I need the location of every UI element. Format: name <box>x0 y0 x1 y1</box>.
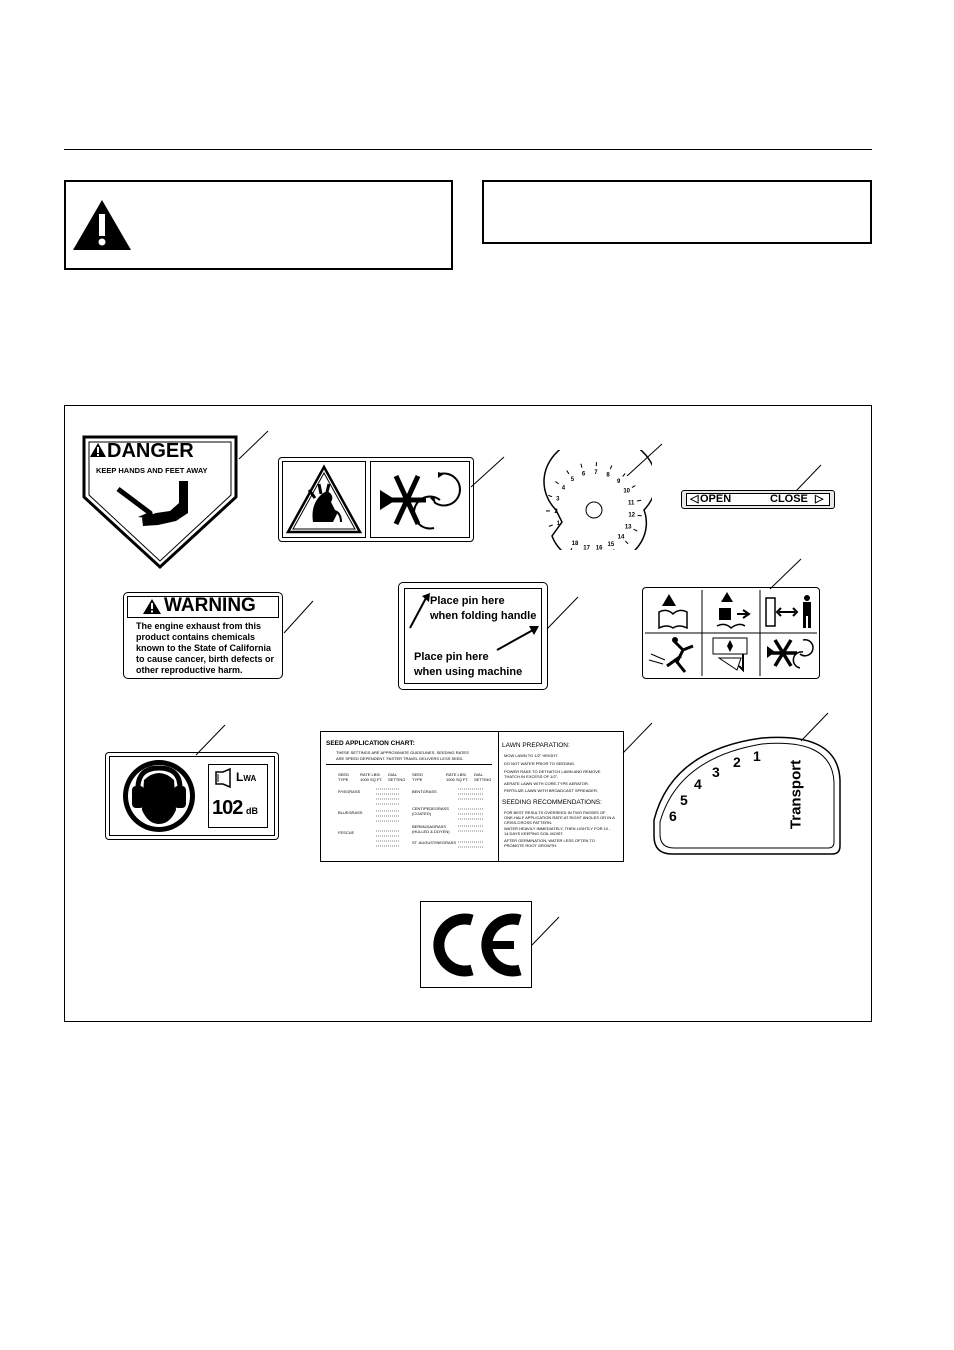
sound-power-icon <box>213 768 235 788</box>
leader-line <box>531 916 561 946</box>
transport-num-1: 1 <box>753 748 761 764</box>
seeding-title: SEEDING RECOMMENDATIONS: <box>502 799 602 806</box>
leader-line <box>470 456 506 488</box>
seed-chart-title: SEED APPLICATION CHART: <box>326 740 415 747</box>
dial-number: 6 <box>581 471 586 478</box>
seed-header-4: SEED TYPE <box>412 772 423 782</box>
warning-triangle-icon <box>142 598 162 615</box>
warning-line-3: known to the State of California <box>136 643 272 653</box>
dial-number: 4 <box>561 485 566 492</box>
transport-word: Transport <box>787 759 805 830</box>
transport-num-5: 5 <box>680 792 688 808</box>
warning-triangle-icon <box>71 198 133 252</box>
leader-line <box>795 464 823 492</box>
dial-tick <box>549 525 553 526</box>
dial-number: 15 <box>607 542 615 548</box>
lawn-title: LAWN PREPARATION: <box>502 742 570 749</box>
seed-header-3: DIAL SETTING <box>388 772 406 782</box>
close-label: CLOSE <box>770 493 808 505</box>
leader-line <box>195 724 227 756</box>
seed-chart-intro-1: THESE SETTINGS ARE APPROXIMATE GUIDELINES, SEEDING RATES <box>336 750 469 755</box>
open-label: OPEN <box>700 493 732 505</box>
dial-number: 8 <box>606 472 610 479</box>
dial-number: 2 <box>554 508 558 515</box>
dial-number: 1 <box>556 521 560 527</box>
seeding-item-2: WATER HEAVILY IMMEDIATELY, THEN LIGHTLY FOR 10 - 14 DAYS KEEPING SOIL MOIST. <box>504 826 611 836</box>
seed-header-1: SEED TYPE <box>338 772 349 782</box>
seed-type-right-4: ST. AUGUSTINEGRASS <box>412 840 457 845</box>
ce-mark-icon <box>428 910 524 980</box>
dial-number: 3 <box>556 496 560 503</box>
transport-num-2: 2 <box>733 754 741 770</box>
dial-number: 17 <box>583 545 590 550</box>
pin-bottom-line-1: Place pin here <box>414 651 489 663</box>
warning-callout <box>64 180 453 270</box>
seed-type-right-2: CENTIPEDEGRASS (COATED) <box>412 806 449 816</box>
safety-icons-grid <box>645 590 817 676</box>
danger-title: DANGER <box>107 440 194 462</box>
leader-line <box>800 712 830 742</box>
noise-lwa-label: LWA <box>236 770 257 784</box>
close-arrow-icon: ▷ <box>815 493 824 505</box>
rotating-blades-icon <box>374 466 468 534</box>
warning-line-1: The engine exhaust from this <box>136 621 262 631</box>
dial-number: 13 <box>624 524 632 531</box>
leader-line <box>626 443 664 477</box>
leader-line <box>622 722 654 754</box>
dial-number: 7 <box>594 470 598 477</box>
lawn-item-5: FERTILIZE LAWN WITH BROADCAST SPREADER. <box>504 788 598 793</box>
dial-number: 14 <box>617 534 625 541</box>
dial-number: 5 <box>570 476 575 483</box>
leader-line <box>769 558 803 590</box>
leader-line <box>283 600 315 634</box>
seed-chart-rule <box>326 764 492 765</box>
seed-header-5: RATE LBS/ 1000 SQ.FT. <box>446 772 469 782</box>
seed-chart-divider <box>498 732 499 861</box>
warning-title: WARNING <box>164 595 256 616</box>
lawn-item-2: DO NOT WATER PRIOR TO SEEDING. <box>504 761 576 766</box>
seed-type-right-3: BERMUDAGRASS (HULLED & DOYEN) <box>412 824 450 834</box>
dial-number: 11 <box>628 500 635 507</box>
dial-number: 10 <box>623 488 631 495</box>
lawn-item-4: AERATE LAWN WITH CORE-TYPE AERATOR. <box>504 781 589 786</box>
dial-number: 12 <box>628 512 636 519</box>
seed-type-left-2: BLUEGRASS <box>338 810 363 815</box>
dial-number: 18 <box>571 540 579 547</box>
dial-tick <box>638 515 642 516</box>
transport-num-3: 3 <box>712 764 720 780</box>
lawn-item-1: MOW LAWN TO 1/2" HEIGHT. <box>504 753 559 758</box>
note-callout <box>482 180 872 244</box>
warning-line-2: product contains chemicals <box>136 632 256 642</box>
leader-line <box>238 430 270 460</box>
hand-entanglement-icon <box>285 464 363 536</box>
pin-bottom-line-2: when using machine <box>414 666 523 678</box>
seed-header-6: DIAL SETTING <box>474 772 492 782</box>
header-rule <box>64 149 872 150</box>
noise-value: 102 <box>212 797 243 819</box>
transport-num-6: 6 <box>669 808 677 824</box>
pin-arrow-icon <box>495 624 541 652</box>
seeding-item-1: FOR BEST RESULTS OVERSEED IN TWO PASSES OF ONE-HALF APPLICATION RATE AT RIGHT ANGLES OR IN A CRISS-CROSS PATTERN. <box>504 810 615 825</box>
open-arrow-icon: ◁ <box>690 493 699 505</box>
pin-top-line-2: when folding handle <box>430 610 537 622</box>
seed-type-right-1: BENTGRASS <box>412 789 437 794</box>
seed-rate-dotted-rows <box>374 786 494 852</box>
lawn-item-3: POWER RAKE TO DETHATCH LAWN AND REMOVE THATCH IN EXCESS OF 1/2". <box>504 769 601 779</box>
seeding-item-3: AFTER GERMINATION, WATER LESS OFTEN TO PROMOTE ROOT GROWTH. <box>504 838 595 848</box>
warning-line-4: to cause cancer, birth defects or <box>136 654 275 664</box>
dial-number: 16 <box>595 545 603 550</box>
seed-type-left-1: RYEGRASS <box>338 789 361 794</box>
ear-protection-icon <box>120 758 198 834</box>
seed-header-2: RATE LBS/ 1000 SQ.FT. <box>360 772 383 782</box>
dial-number: 9 <box>617 479 621 486</box>
noise-lwa-sub: WA <box>243 774 257 783</box>
leader-line <box>546 596 580 630</box>
seed-type-left-3: FESCUE <box>338 830 355 835</box>
transport-num-4: 4 <box>694 776 702 792</box>
pin-top-line-1: Place pin here <box>430 595 505 607</box>
seed-chart-intro-2: ARE SPEED DEPENDENT. FASTER TRAVEL DELIVERS LESS SEED. <box>336 756 464 761</box>
warning-line-5: other reproductive harm. <box>136 665 243 675</box>
danger-subtitle: KEEP HANDS AND FEET AWAY <box>96 466 208 475</box>
noise-unit: dB <box>246 806 258 816</box>
pin-arrow-icon <box>406 592 434 630</box>
